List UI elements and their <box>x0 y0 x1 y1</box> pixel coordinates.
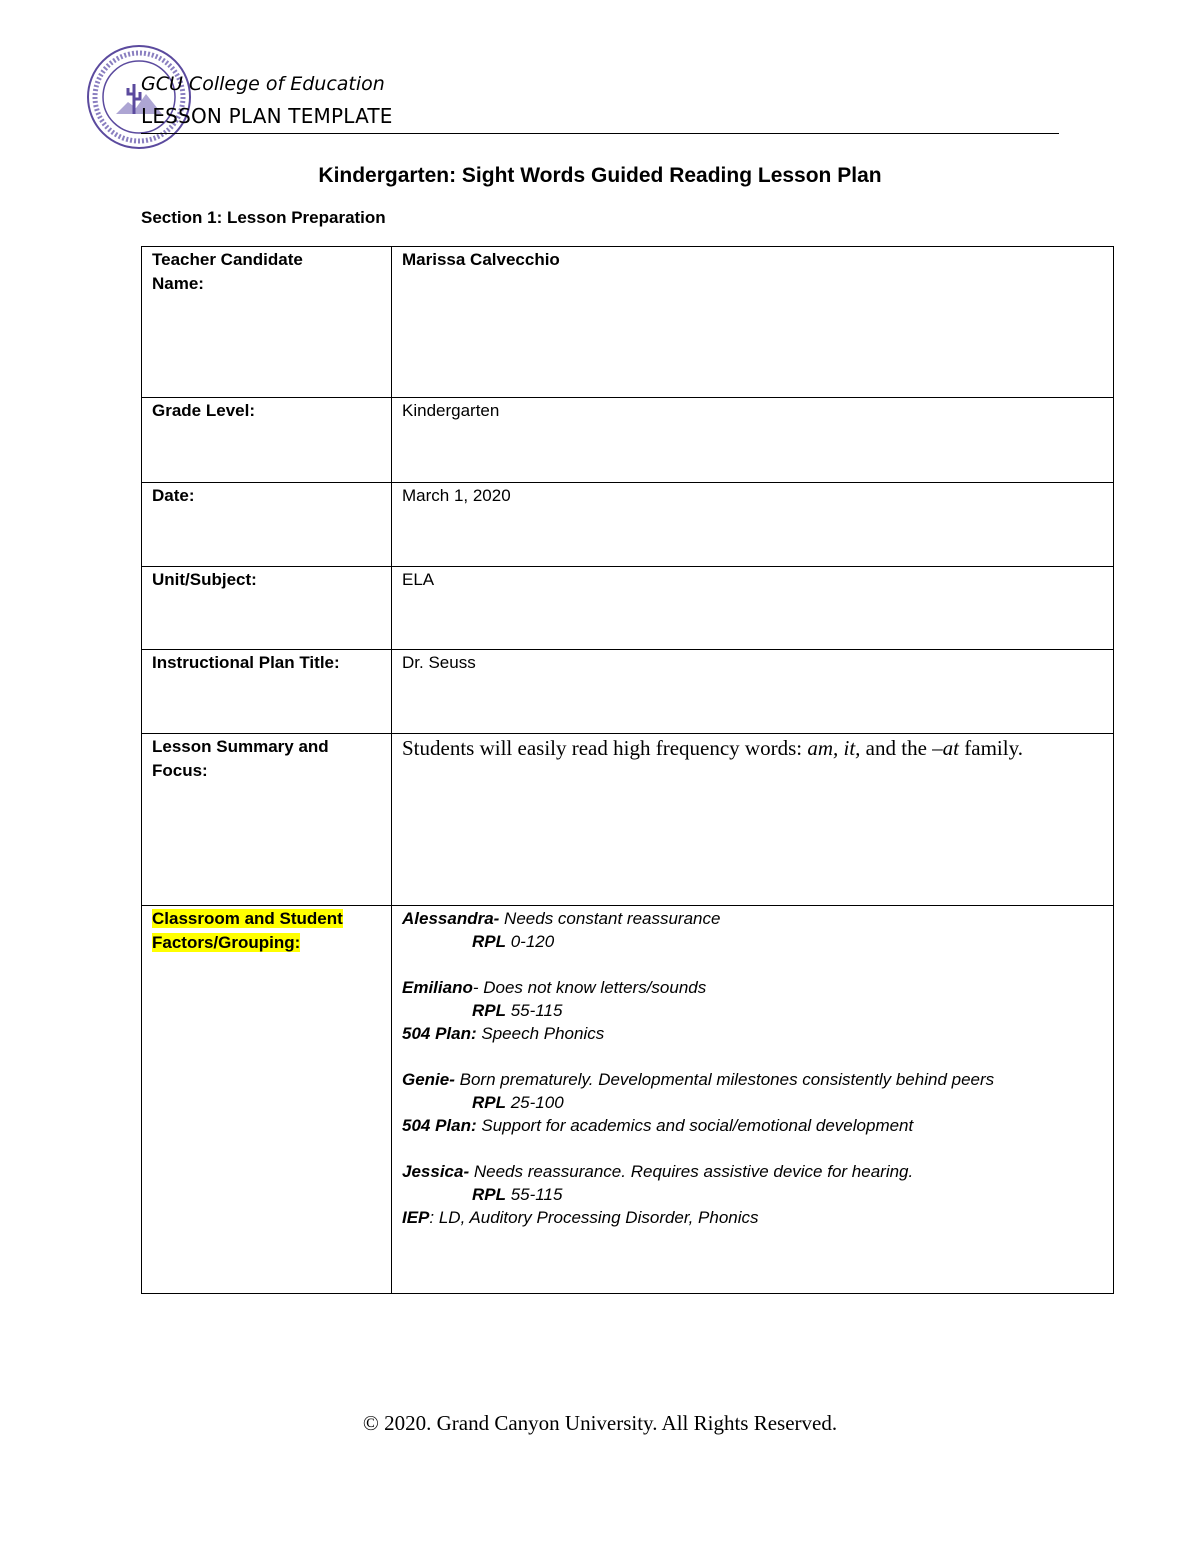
university-seal-logo <box>86 44 192 150</box>
subject-value: ELA <box>402 570 435 589</box>
row-label: Instructional Plan Title: <box>152 653 340 672</box>
template-header: LESSON PLAN TEMPLATE <box>141 104 393 128</box>
student-entry: Jessica- Needs reassurance. Requires assistive device for hearing. <box>402 1162 914 1181</box>
grade-level-value: Kindergarten <box>402 401 500 420</box>
student-entry: Alessandra- Needs constant reassurance <box>402 909 721 928</box>
table-row <box>142 247 1114 398</box>
student-factors-list: Alessandra- Needs constant reassurance RPL 0-120 Emiliano- Does not know letters/sounds RPL 55-115 504 Plan: Speech Phonics Genie- Born prematurely. Developmental milestones consistently behind peers RPL 25-100 504 Plan: Support for academics and social/emotional development Jessica- Needs reassurance. Requires assistive device for hearing. RPL 55-115 IEP: LD, Auditory Processing Disorder, Phonics <box>392 906 1113 1230</box>
student-entry: Genie- Born prematurely. Developmental milestones consistently behind peers <box>402 1070 995 1089</box>
table-row <box>142 483 1114 567</box>
plan-title-value: Dr. Seuss <box>402 653 476 672</box>
lesson-summary-value: Students will easily read high frequency words: am, it, and the –at family. <box>402 736 1023 760</box>
table-row <box>142 650 1114 734</box>
row-label: Date: <box>152 486 195 505</box>
section-title: Section 1: Lesson Preparation <box>141 208 386 227</box>
table-row <box>142 734 1114 906</box>
college-header: GCU College of Education <box>141 73 385 95</box>
document-title: Kindergarten: Sight Words Guided Reading Lesson Plan <box>318 164 882 187</box>
date-value: March 1, 2020 <box>402 486 511 505</box>
student-entry: Emiliano- Does not know letters/sounds <box>402 978 707 997</box>
table-row <box>142 567 1114 650</box>
row-label: Grade Level: <box>152 401 255 420</box>
teacher-name-value: Marissa Calvecchio <box>402 250 560 269</box>
table-row <box>142 906 1114 1294</box>
row-label: Unit/Subject: <box>152 570 257 589</box>
copyright-footer: © 2020. Grand Canyon University. All Rights Reserved. <box>362 1411 838 1435</box>
table-row <box>142 398 1114 483</box>
lesson-preparation-table <box>141 246 1114 1294</box>
row-label: Lesson Summary and Focus: <box>152 737 329 780</box>
grouping-label-highlighted: Classroom and Student Factors/Grouping: <box>152 909 343 952</box>
header-divider <box>141 133 1059 134</box>
row-label: Teacher Candidate Name: <box>152 250 303 293</box>
